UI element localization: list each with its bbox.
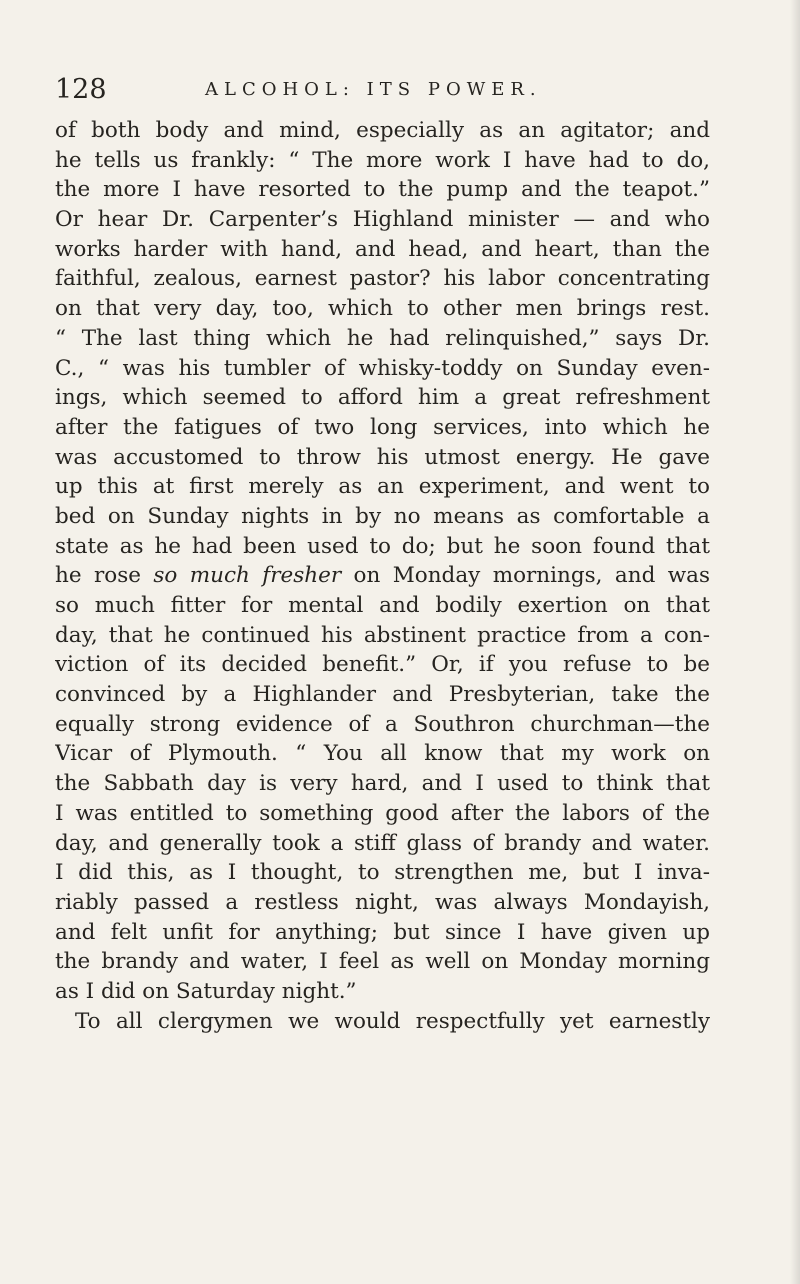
text-line: viction of its decided benefit.” Or, if you refuse to be xyxy=(55,652,710,678)
text-line: of both body and mind, especially as an agitator; and xyxy=(55,118,710,143)
text-line: the brandy and water, I feel as well on Monday morning xyxy=(55,949,710,975)
text-line: works harder with hand, and head, and heart, than the xyxy=(55,236,710,262)
italic-emphasis: so much fresher xyxy=(153,563,342,589)
text-line-with-italic xyxy=(55,561,710,591)
text-line: I did this, as I thought, to strengthen me, but I inva- xyxy=(55,860,710,886)
text-line: riably passed a restless night, was always Mondayish, xyxy=(55,889,710,915)
text-line: C., “ was his tumbler of whisky-toddy on Sunday even- xyxy=(55,355,710,381)
page-edge-shadow xyxy=(790,0,800,1284)
text-line: day, and generally took a stiff glass of brandy and water. xyxy=(55,830,710,856)
text-line: faithful, zealous, earnest pastor? his labor concentrating xyxy=(55,266,710,292)
text-line: he tells us frankly: “ The more work I have had to do, xyxy=(55,147,710,173)
text-line: on that very day, too, which to other men brings rest. xyxy=(55,296,710,322)
running-title: ALCOHOL: ITS POWER. xyxy=(205,79,542,100)
page-number: 128 xyxy=(55,74,107,105)
text-line: Or hear Dr. Carpenter’s Highland minister — and who xyxy=(55,207,710,233)
line-text: on Monday mornings, and was xyxy=(341,563,710,589)
body-text xyxy=(55,116,710,1036)
text-line: “ The last thing which he had relinquished,” says Dr. xyxy=(55,325,710,351)
text-line: after the fatigues of two long services, into which he xyxy=(55,414,710,440)
text-line: Vicar of Plymouth. “ You all know that my work on xyxy=(55,741,710,767)
line-text: he rose xyxy=(55,563,154,589)
text-line: state as he had been used to do; but he soon found that xyxy=(55,533,710,559)
text-line: the Sabbath day is very hard, and I used to think that xyxy=(55,771,710,797)
text-line: I was entitled to something good after the labors of the xyxy=(55,800,710,826)
text-line: equally strong evidence of a Southron churchman—the xyxy=(55,711,710,737)
text-line: ings, which seemed to afford him a great refreshment xyxy=(55,385,710,411)
text-line: convinced by a Highlander and Presbyterian, take the xyxy=(55,682,710,708)
paragraph-start-line: To all clergymen we would respectfully yet earnestly xyxy=(75,1008,710,1034)
text-line: up this at first merely as an experiment, and went to xyxy=(55,474,710,500)
text-line: so much fitter for mental and bodily exertion on that xyxy=(55,593,710,618)
text-line: bed on Sunday nights in by no means as comfortable a xyxy=(55,503,710,529)
running-head xyxy=(55,70,755,110)
text-line: and felt unfit for anything; but since I have given up xyxy=(55,919,710,945)
text-line: as I did on Saturday night.” xyxy=(55,978,357,1004)
text-line: the more I have resorted to the pump and the teapot.” xyxy=(55,177,710,203)
text-line: was accustomed to throw his utmost energy. He gave xyxy=(55,444,710,470)
text-line: day, that he continued his abstinent practice from a con- xyxy=(55,622,710,648)
